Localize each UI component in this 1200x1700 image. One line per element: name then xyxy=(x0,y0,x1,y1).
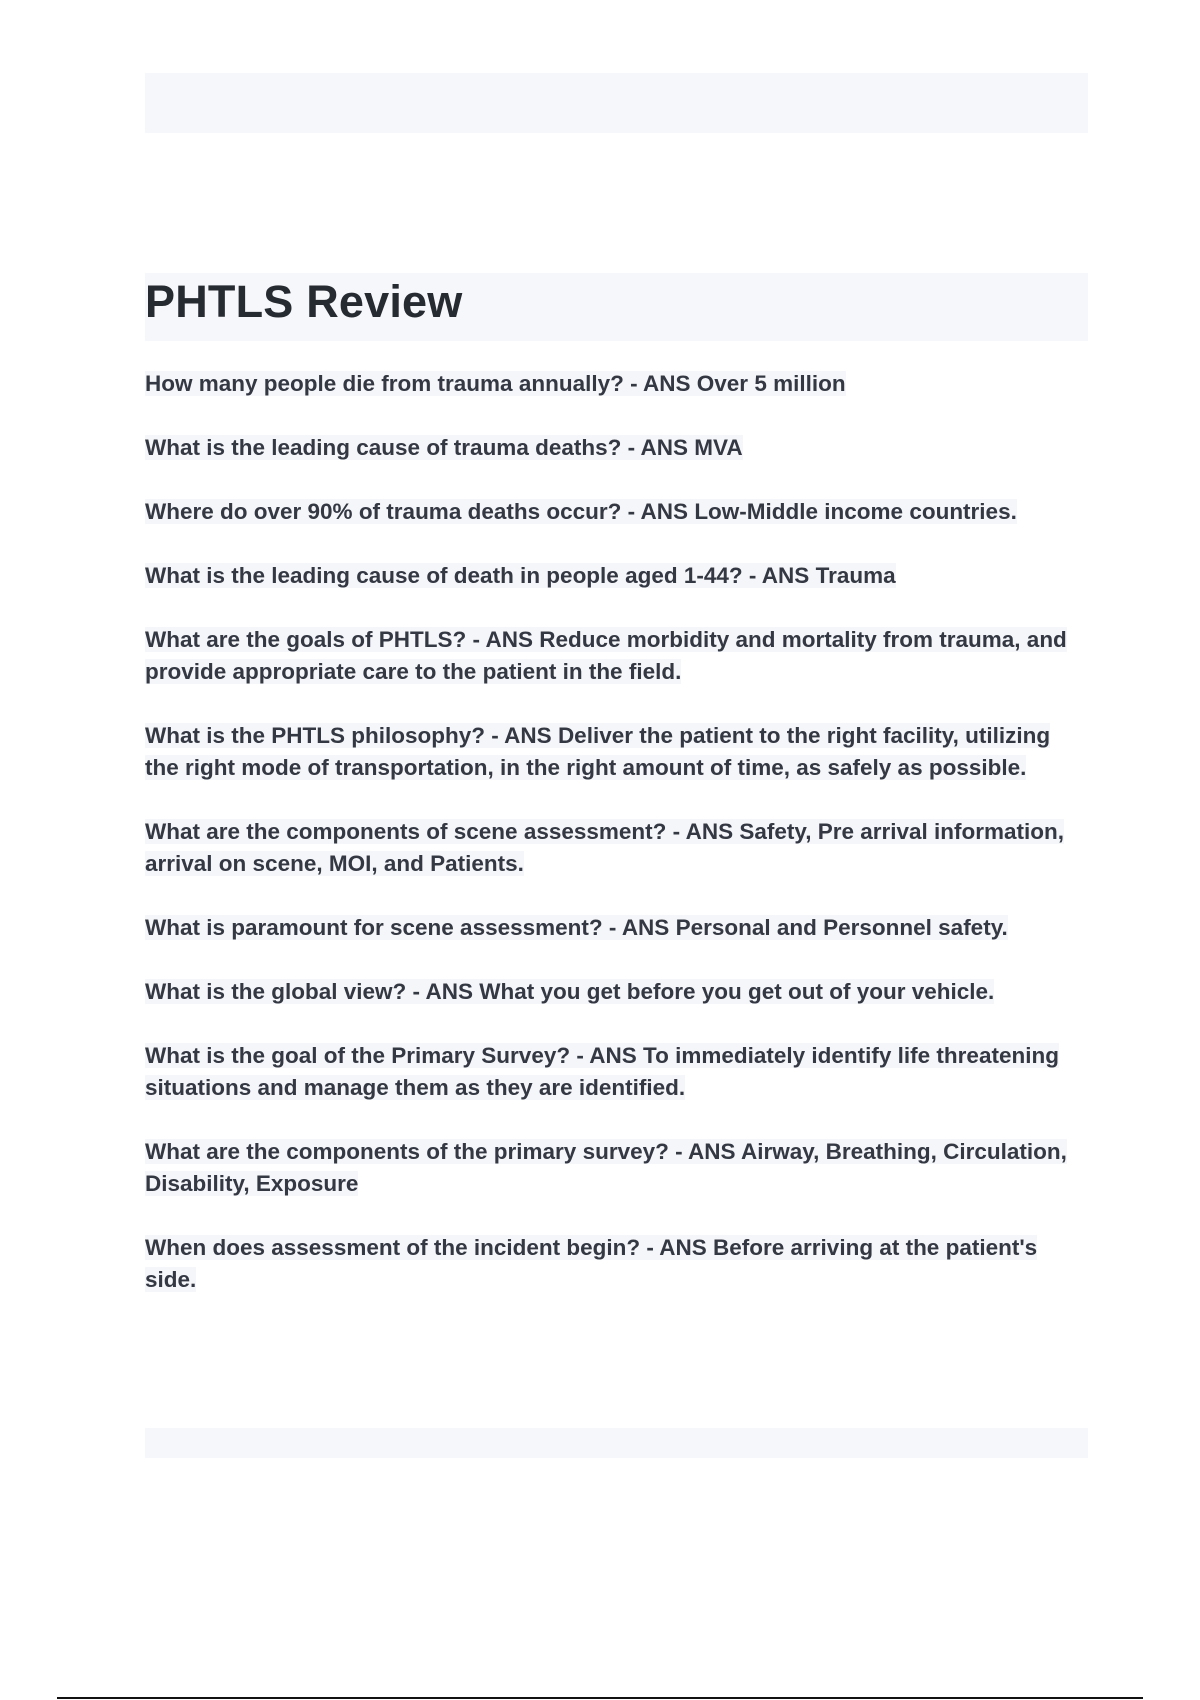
bottom-rule xyxy=(57,1697,1143,1699)
qa-text xyxy=(145,979,994,1004)
answer-text: To immediately identify life threatening situations and manage them as they are identified. xyxy=(145,1043,1059,1100)
separator: - xyxy=(602,915,622,940)
question-text: What is the leading cause of death in people aged 1-44? xyxy=(145,563,743,588)
separator: - xyxy=(742,563,762,588)
answer-text: Before arriving at the patient's side. xyxy=(145,1235,1038,1292)
answer-text: What you get before you get out of your vehicle. xyxy=(479,979,995,1004)
qa-text xyxy=(145,627,1067,684)
answer-prefix: ANS xyxy=(643,371,697,396)
separator: - xyxy=(485,723,505,748)
separator: - xyxy=(623,371,644,396)
separator: - xyxy=(570,1043,590,1068)
qa-text xyxy=(145,915,1008,940)
qa-text xyxy=(145,499,1017,524)
question-text: What are the components of scene assessment? xyxy=(145,819,667,844)
answer-text: Reduce morbidity and mortality from trauma, and provide appropriate care to the patient in the field. xyxy=(145,627,1067,684)
question-text: What is the goal of the Primary Survey? xyxy=(145,1043,571,1068)
separator: - xyxy=(640,1235,660,1260)
qa-item xyxy=(145,912,1088,944)
question-text: What are the components of the primary survey? xyxy=(145,1139,669,1164)
question-text: What is the PHTLS philosophy? xyxy=(145,723,485,748)
qa-item xyxy=(145,432,1088,464)
qa-text xyxy=(145,563,896,588)
answer-text: Low-Middle income countries. xyxy=(694,499,1017,524)
qa-item xyxy=(145,976,1088,1008)
question-text: Where do over 90% of trauma deaths occur? xyxy=(145,499,622,524)
qa-text xyxy=(145,371,846,396)
answer-text: Safety, Pre arrival information, arrival on scene, MOI, and Patients. xyxy=(145,819,1065,876)
separator: - xyxy=(666,819,686,844)
answer-prefix: ANS xyxy=(425,979,480,1004)
question-text: When does assessment of the incident begin? xyxy=(145,1235,641,1260)
separator: - xyxy=(621,499,641,524)
qa-item xyxy=(145,1040,1088,1104)
question-text: What is the leading cause of trauma deaths? xyxy=(145,435,622,460)
answer-prefix: ANS xyxy=(659,1235,714,1260)
answer-text: Trauma xyxy=(815,563,896,588)
answer-prefix: ANS xyxy=(685,819,740,844)
qa-item xyxy=(145,1232,1088,1296)
separator: - xyxy=(406,979,426,1004)
qa-item xyxy=(145,1136,1088,1200)
answer-prefix: ANS xyxy=(621,915,676,940)
separator: - xyxy=(466,627,486,652)
page-title: PHTLS Review xyxy=(145,276,463,327)
qa-text xyxy=(145,1235,1037,1292)
qa-text xyxy=(145,819,1064,876)
answer-prefix: ANS xyxy=(485,627,540,652)
answer-text: Personal and Personnel safety. xyxy=(675,915,1008,940)
answer-prefix: ANS xyxy=(589,1043,644,1068)
qa-text xyxy=(145,1139,1067,1196)
qa-item xyxy=(145,816,1088,880)
footer-band xyxy=(145,1428,1088,1458)
answer-text: MVA xyxy=(694,435,743,460)
answer-prefix: ANS xyxy=(640,499,695,524)
qa-text xyxy=(145,435,743,460)
separator: - xyxy=(668,1139,689,1164)
question-text: What is paramount for scene assessment? xyxy=(145,915,603,940)
answer-prefix: ANS xyxy=(688,1139,741,1164)
question-text: What are the goals of PHTLS? xyxy=(145,627,467,652)
qa-item xyxy=(145,496,1088,528)
qa-list xyxy=(145,368,1088,1328)
answer-prefix: ANS xyxy=(761,563,816,588)
answer-text: Deliver the patient to the right facility, utilizing the right mode of transportation, in the right amount of time, as safely as possible. xyxy=(145,723,1051,780)
qa-item xyxy=(145,368,1088,400)
header-band xyxy=(145,73,1088,133)
answer-text: Over 5 million xyxy=(696,371,846,396)
question-text: How many people die from trauma annually? xyxy=(145,371,624,396)
answer-text: Airway, Breathing, Circulation, Disability, Exposure xyxy=(145,1139,1067,1196)
qa-text xyxy=(145,723,1050,780)
separator: - xyxy=(621,435,641,460)
qa-item xyxy=(145,720,1088,784)
question-text: What is the global view? xyxy=(145,979,407,1004)
answer-prefix: ANS xyxy=(504,723,558,748)
qa-text xyxy=(145,1043,1059,1100)
qa-item xyxy=(145,624,1088,688)
qa-item xyxy=(145,560,1088,592)
answer-prefix: ANS xyxy=(640,435,695,460)
